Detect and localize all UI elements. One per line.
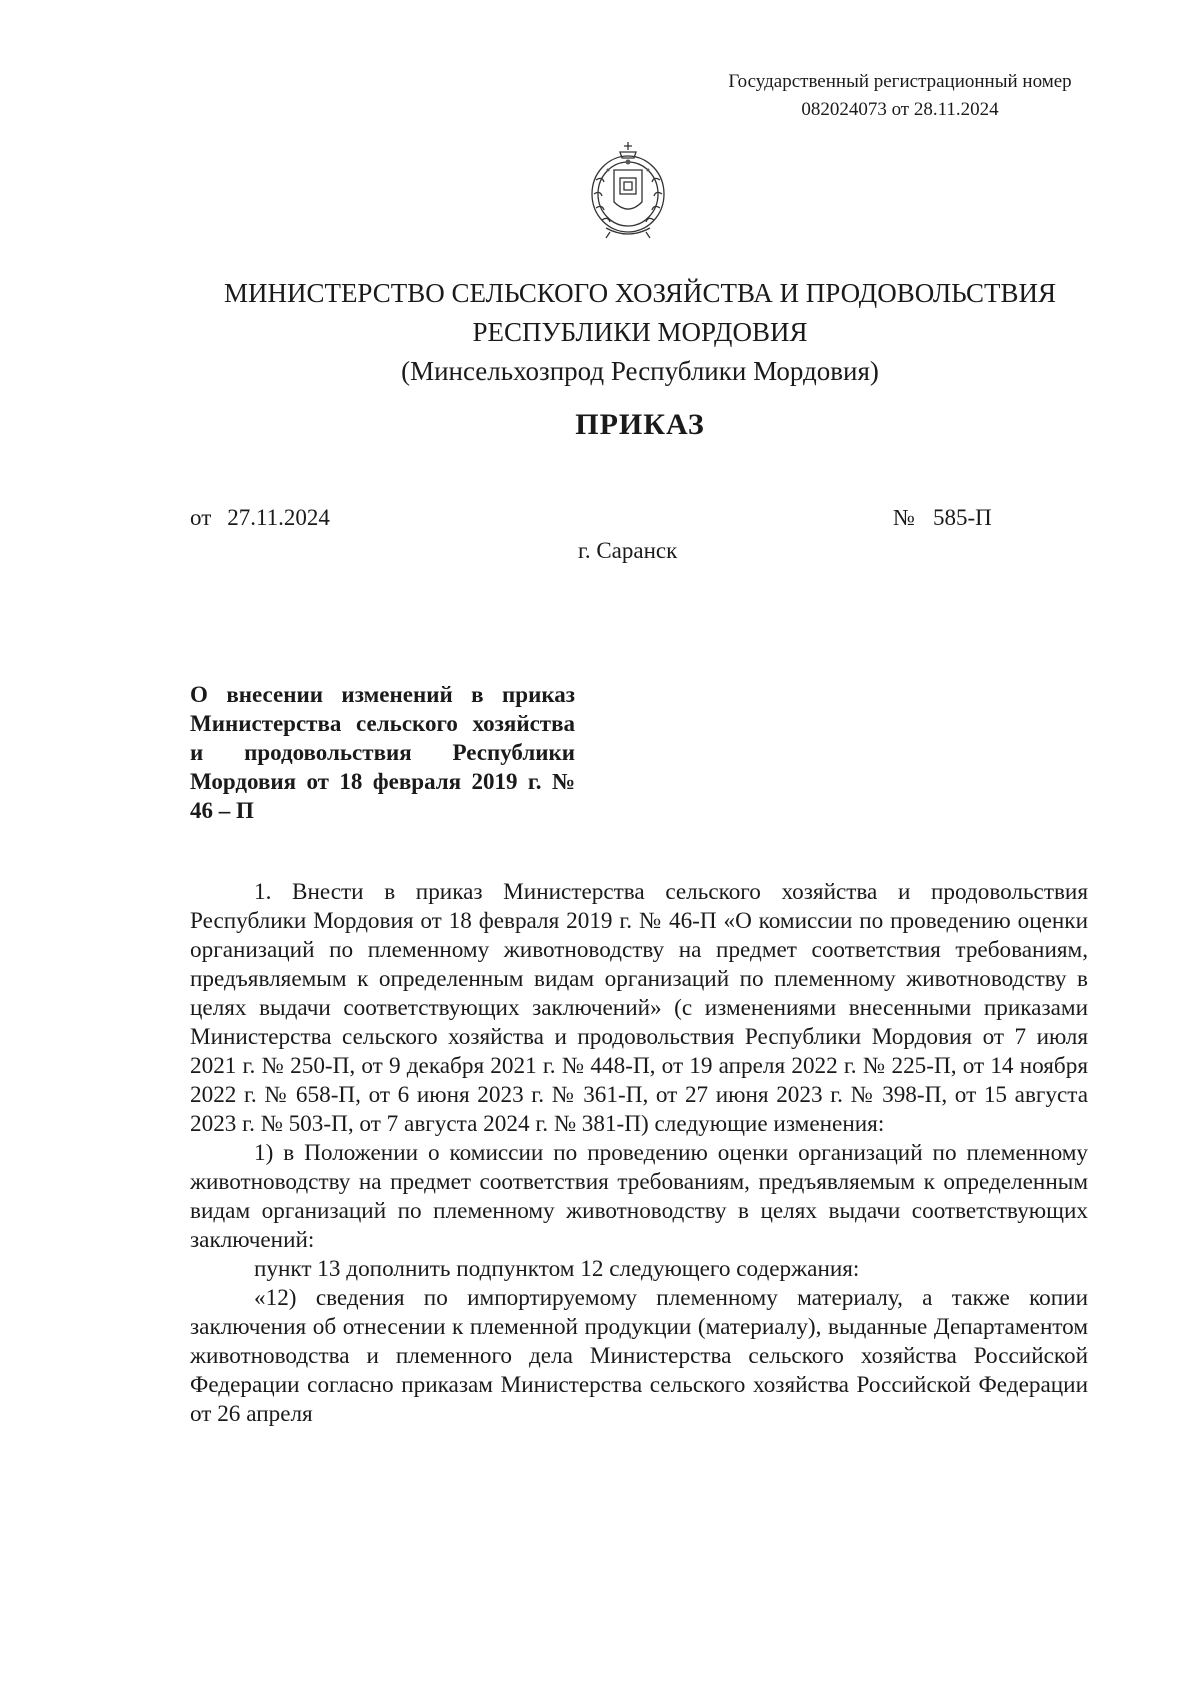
ministry-short-name: (Минсельхозпрод Республики Мордовия) — [401, 356, 879, 386]
order-date — [190, 505, 330, 531]
registration-label: Государственный регистрационный номер — [728, 71, 1072, 92]
order-body — [190, 878, 1088, 1429]
order-date-value: 27.11.2024 — [227, 505, 330, 530]
body-paragraph: «12) сведения по импортируемому племенному материалу, а также копии заключения об отнесении к племенной продукции (материалу), выданные Департаментом животноводства и племенного дела Министерства сельского хозяйства Российской Федерации согласно приказам Министерства сельского хозяйства Российской Федерации от 26 апреля — [190, 1285, 1088, 1427]
order-number — [893, 505, 992, 531]
order-number-label: № — [893, 505, 915, 530]
order-number-value: 585-П — [932, 505, 992, 530]
ministry-header — [150, 274, 1130, 391]
body-paragraph: 1. Внести в приказ Министерства сельского хозяйства и продовольствия Республики Мордовия от 18 февраля 2019 г. № 46-П «О комиссии по проведению оценки организаций по племенному животноводству на предмет соответствия требованиям, предъявляемым к определенным видам организаций по племенному животноводству в целях выдачи соответствующих заключений» (с изменениями внесенными приказами Министерства сельского хозяйства и продовольствия Республики Мордовия от 7 июля 2021 г. № 250-П, от 9 декабря 2021 г. № 448-П, от 19 апреля 2022 г. № 225-П, от 14 ноября 2022 г. № 658-П, от 6 июня 2023 г. № 361-П, от 27 июня 2023 г. № 398-П, от 15 августа 2023 г. № 503-П, от 7 августа 2024 г. № 381-П) следующие изменения: — [190, 879, 1088, 1137]
order-city: г. Саранск — [578, 538, 678, 563]
ministry-name-line2: РЕСПУБЛИКИ МОРДОВИЯ — [472, 317, 808, 347]
registration-number: 082024073 от 28.11.2024 — [801, 99, 999, 120]
registration-stamp — [690, 68, 1110, 124]
body-paragraph: пункт 13 дополнить подпунктом 12 следующего содержания: — [254, 1256, 860, 1282]
coat-of-arms-icon — [586, 140, 670, 242]
order-date-label: от — [190, 505, 212, 530]
body-paragraph: 1) в Положении о комиссии по проведению оценки организаций по племенному животноводству на предмет соответствия требованиям, предъявляемым к определенным видам организаций по племенному животноводству в целях выдачи соответствующих заключений: — [190, 1140, 1088, 1253]
ministry-name-line1: МИНИСТЕРСТВО СЕЛЬСКОГО ХОЗЯЙСТВА И ПРОДОВОЛЬСТВИЯ — [223, 278, 1057, 308]
order-subject: О внесении изменений в приказ Министерства сельского хозяйства и продовольствия Республики Мордовия от 18 февраля 2019 г. № 46 – П — [190, 682, 575, 823]
document-type: ПРИКАЗ — [575, 408, 705, 441]
